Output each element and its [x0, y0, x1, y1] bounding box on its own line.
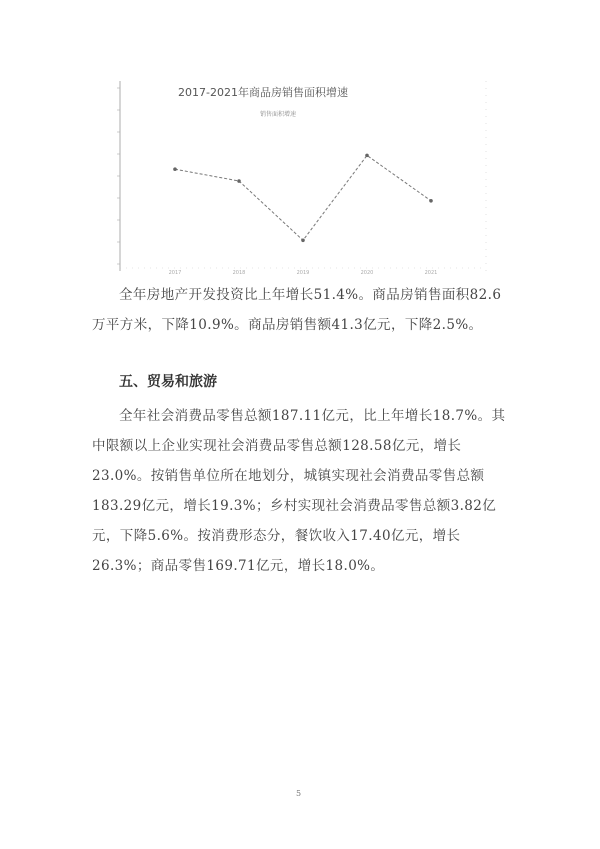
data-point [237, 179, 241, 183]
data-point [429, 199, 433, 203]
data-point [365, 154, 369, 158]
data-point [173, 167, 177, 171]
trade-text: 全年社会消费品零售总额187.11亿元，比上年增长18.7%。其中限额以上企业实现社会消费品零售总额128.58亿元，增长23.0%。按销售单位所在地划分，城镇实现社会消费品零售总额183.29亿元，增长19.3%；乡村实现社会消费品零售总额3.82亿元，下降5.6%。按消费形态分，餐饮收入17.40亿元，增长26.3%；商品零售169.71亿元，增长18.0%。 [92, 408, 506, 574]
page-number: 5 [296, 789, 302, 798]
series-line [175, 155, 431, 240]
trade-paragraph [92, 401, 512, 581]
x-tick-label: 2021 [424, 270, 438, 276]
chart-canvas [108, 76, 498, 276]
real-estate-paragraph [92, 280, 512, 340]
section-heading: 五、贸易和旅游 [119, 374, 217, 390]
chart-title: 2017-2021年商品房销售面积增速 [178, 86, 348, 99]
x-tick-label: 2019 [296, 270, 310, 276]
real-estate-text: 全年房地产开发投资比上年增长51.4%。商品房销售面积82.6万平方米，下降10.9%。商品房销售额41.3亿元，下降2.5%。 [92, 287, 502, 333]
chart-legend: 销售面积增速 [260, 111, 297, 118]
x-tick-label: 2020 [360, 270, 374, 276]
x-tick-label: 2018 [232, 270, 246, 276]
growth-chart [108, 76, 498, 276]
x-tick-label: 2017 [168, 270, 182, 276]
data-point [301, 239, 305, 243]
